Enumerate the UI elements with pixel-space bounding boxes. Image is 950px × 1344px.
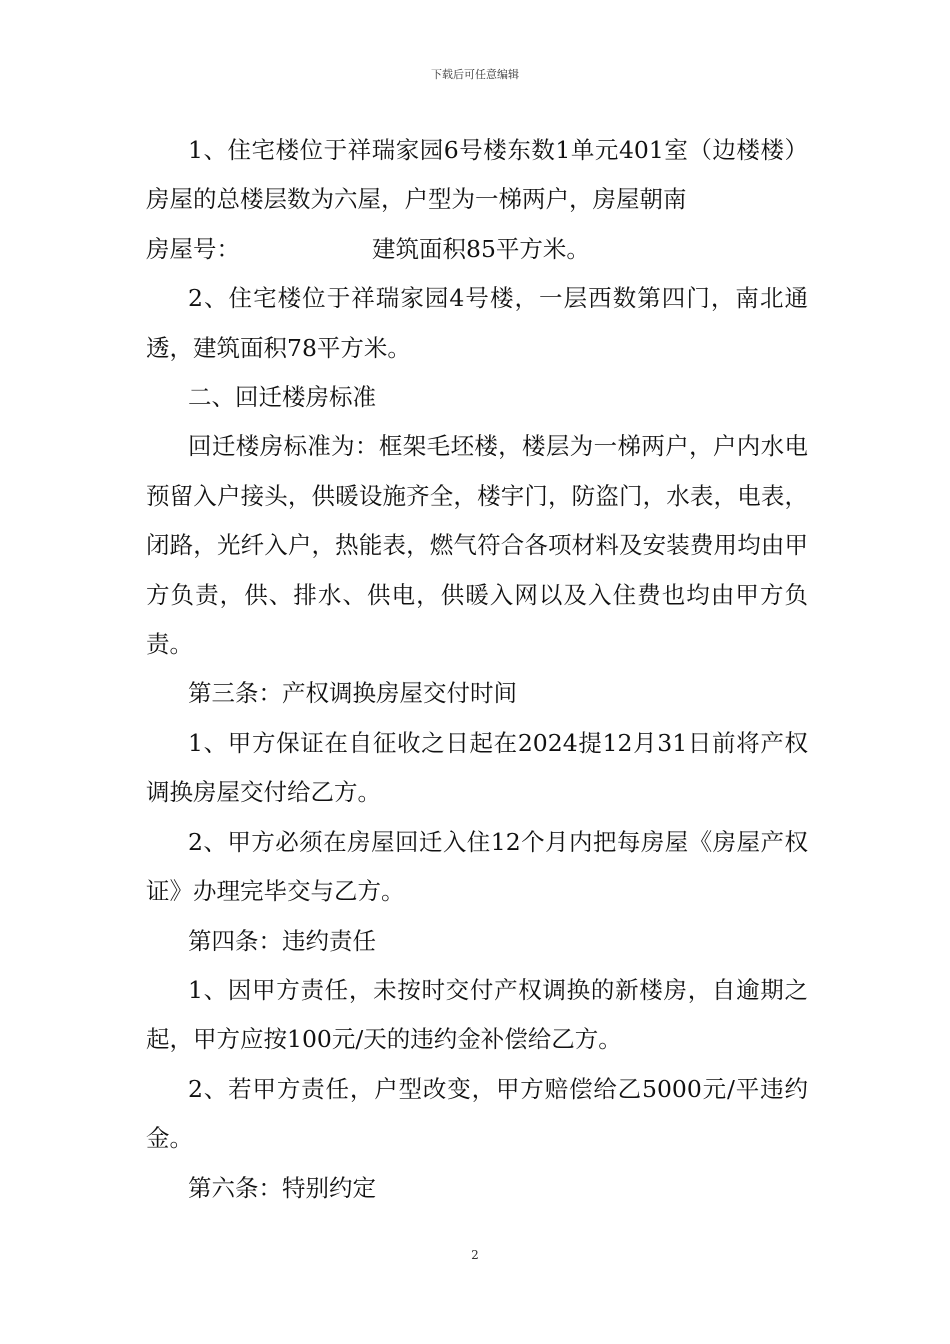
room-number-label: 房屋号： [146,234,240,263]
article-3-heading: 第三条：产权调换房屋交付时间 [188,679,517,708]
paragraph-2-building-4: 2、住宅楼位于祥瑞家园4号楼，一层西数第四门，南北通透，建筑面积78平方米。 [146,284,808,362]
article-4-clause-1: 1、因甲方责任，未按时交付产权调换的新楼房，自逾期之起，甲方应按100元/天的违约金补偿给乙方。 [146,975,808,1054]
building-area-text: 建筑面积85平方米。 [372,234,590,263]
article-4-heading: 第四条：违约责任 [188,926,376,955]
paragraph-1-building-6: 1、住宅楼位于祥瑞家园6号楼东数1单元401室（边楼楼）房屋的总楼层数为六屋，户型为一梯两户，房屋朝南 [146,136,808,214]
document-body [146,126,808,1213]
paragraph-1-room-number [146,225,808,274]
article-3-clause-2: 2、甲方必须在房屋回迁入住12个月内把每房屋《房屋产权证》办理完毕交与乙方。 [146,827,808,906]
article-6-heading: 第六条：特别约定 [188,1173,376,1202]
article-4-clause-2: 2、若甲方责任，户型改变，甲方赔偿给乙5000元/平违约金。 [146,1074,808,1153]
page-header: 下载后可任意编辑 [431,68,519,81]
paragraph-standard-details: 回迁楼房标准为：框架毛坯楼，楼层为一梯两户，户内水电预留入户接头，供暖设施齐全，楼宇门，防盗门，水表，电表，闭路，光纤入户，热能表，燃气符合各项材料及安装费用均由甲方负责，供、排水、供电，供暖入网以及入住费也均由甲方负责。 [146,432,808,659]
section-heading-standard: 二、回迁楼房标准 [188,383,376,412]
article-3-clause-1: 1、甲方保证在自征收之日起在2024提12月31日前将产权调换房屋交付给乙方。 [146,728,808,807]
page-number: 2 [471,1248,479,1262]
